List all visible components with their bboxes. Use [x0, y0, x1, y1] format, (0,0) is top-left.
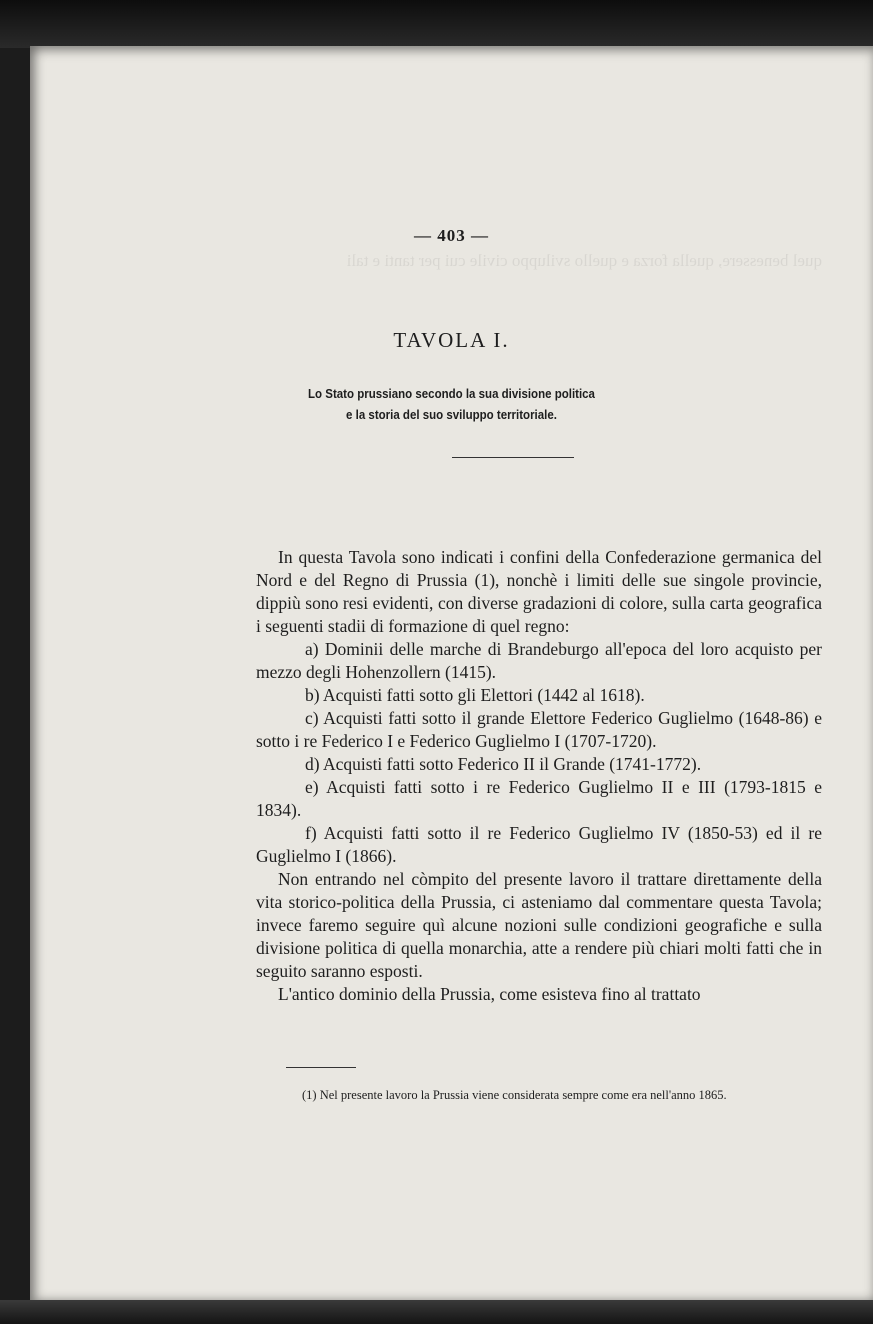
body-text — [256, 546, 822, 1006]
bleed-through: quel benessere, quella forza e quello sviluppo civile cui per tanti e tali — [346, 251, 822, 270]
footnote-divider — [286, 1067, 356, 1068]
scan-border-top — [0, 0, 873, 48]
paragraph: L'antico dominio della Prussia, come esisteva fino al trattato — [278, 984, 701, 1004]
page-title: TAVOLA I. — [393, 328, 510, 352]
paragraph: In questa Tavola sono indicati i confini della Confederazione germanica del Nord e del Regno di Prussia (1), nonchè i limiti delle sue singole provincie, dippiù sono resi evidenti, con diverse gradazioni di colore, sulla carta geografica i seguenti stadii di formazione di quel regno: — [256, 547, 822, 636]
footnote: (1) Nel presente lavoro la Prussia viene considerata sempre come era nell'anno 1865. — [302, 1088, 727, 1102]
scan-border-bottom — [0, 1300, 873, 1324]
list-item-c: c) Acquisti fatti sotto il grande Elettore Federico Guglielmo (1648-86) e sotto i re Federico I e Federico Guglielmo I (1707-1720). — [256, 708, 822, 751]
list-item-e: e) Acquisti fatti sotto i re Federico Guglielmo II e III (1793-1815 e 1834). — [256, 777, 822, 820]
paragraph: Non entrando nel còmpito del presente lavoro il trattare direttamente della vita storico-politica della Prussia, ci asteniamo dal commentare questa Tavola; invece faremo seguire quì alcune nozioni sulle condizioni geografiche e sulla divisione politica di quella monarchia, atte a rendere più chiari molti fatti che in seguito saranno esposti. — [256, 869, 822, 981]
list-item-a: a) Dominii delle marche di Brandeburgo all'epoca del loro acquisto per mezzo degli Hohenzollern (1415). — [256, 639, 822, 682]
list-item-f: f) Acquisti fatti sotto il re Federico Guglielmo IV (1850-53) ed il re Guglielmo I (1866). — [256, 823, 822, 866]
title-divider — [452, 457, 574, 458]
list-item-b: b) Acquisti fatti sotto gli Elettori (1442 al 1618). — [305, 685, 645, 705]
book-page — [30, 46, 873, 1300]
subtitle-line-2: e la storia del suo sviluppo territoriale. — [346, 408, 557, 422]
page-number: — 403 — — [414, 226, 489, 245]
list-item-d: d) Acquisti fatti sotto Federico II il Grande (1741-1772). — [305, 754, 702, 774]
subtitle-line-1: Lo Stato prussiano secondo la sua divisione politica — [308, 387, 595, 401]
